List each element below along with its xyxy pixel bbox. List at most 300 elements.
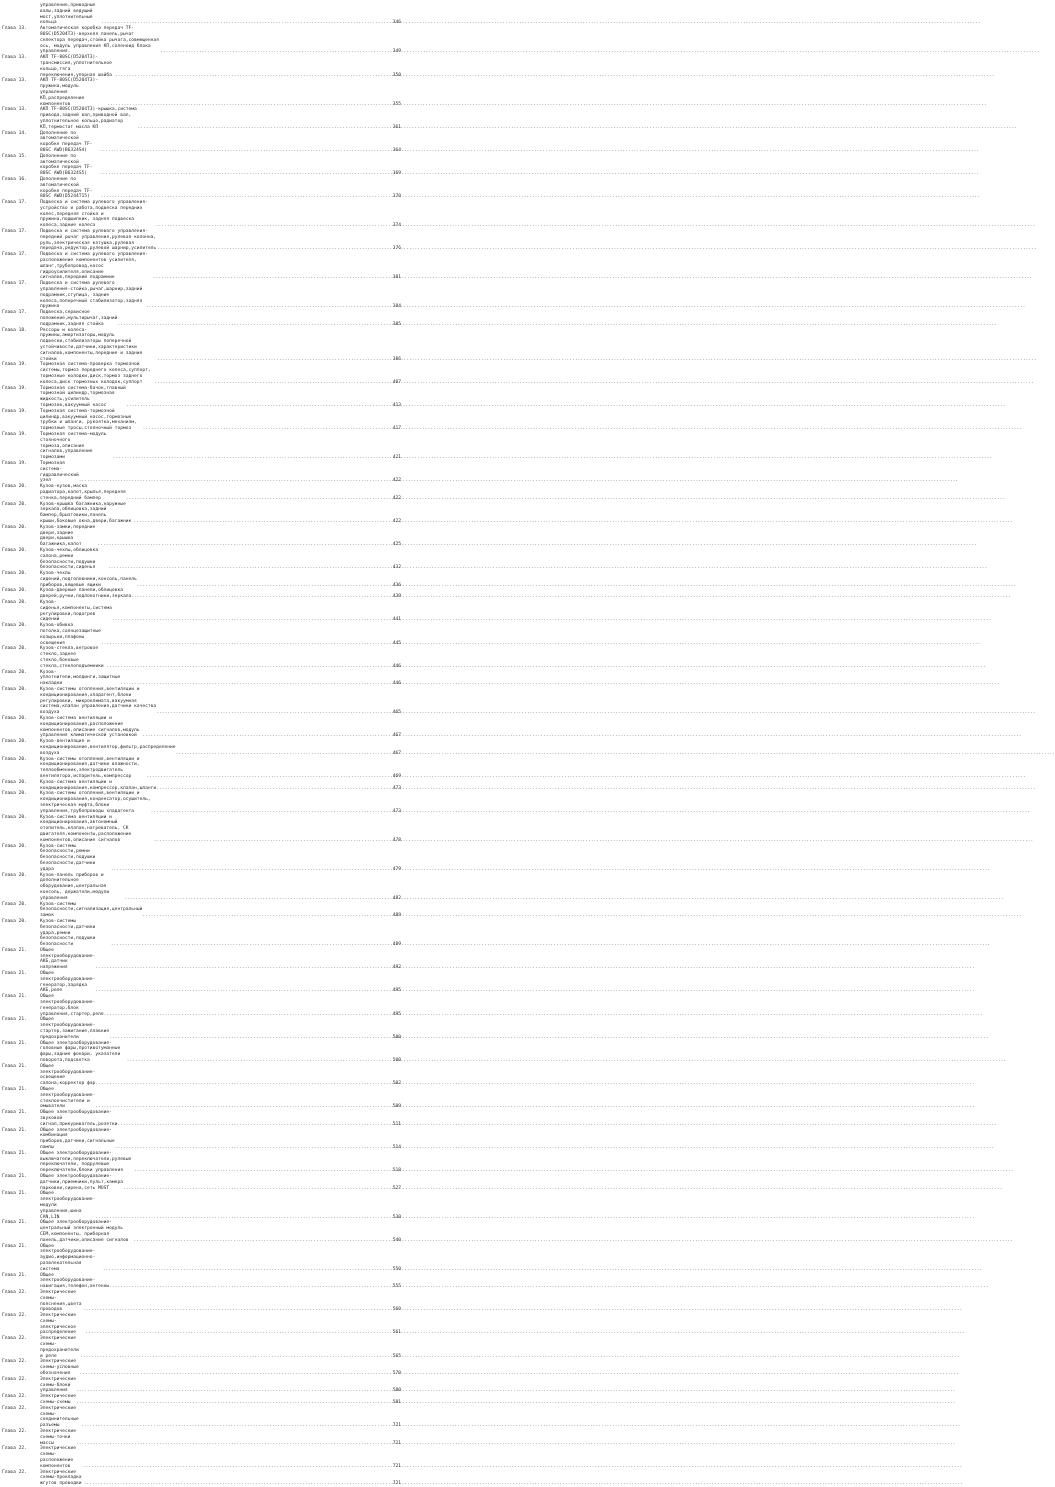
chapter-label: Глава 19. xyxy=(2,460,27,466)
entry-title: Электрические схемы-предохранители и реле xyxy=(40,1336,79,1359)
page-number: 446 xyxy=(392,663,401,669)
entry-title: Кузов-панель приборов и дополнительное оборудование,центральная консоль, держатели,модули управления xyxy=(40,872,110,901)
entry-body xyxy=(40,623,401,646)
entry-body xyxy=(40,716,401,739)
entry-body xyxy=(40,600,401,623)
entry-body xyxy=(40,1174,401,1191)
toc-entry[interactable] xyxy=(2,432,401,461)
page-number: 550 xyxy=(392,1266,401,1272)
page-number: 369 xyxy=(392,171,401,177)
entry-title: Подвеска и система рулевого управления-передний рычаг управления,рулевая колонна, руль,электрическая катушка,рулевая передача,редуктор,рулевой шарнир,усилитель xyxy=(40,229,157,252)
page-number: 446 xyxy=(392,681,401,687)
chapter-label: Глава 20. xyxy=(2,524,27,530)
toc-entry[interactable] xyxy=(2,26,401,55)
entry-title: Общее электрооборудование-выключатели,переключатели,рулевые переключатели, подрулевые переключатели,блоки управления xyxy=(40,1150,132,1174)
entry-body xyxy=(40,791,401,814)
entry-body xyxy=(40,1377,401,1394)
page-number: 425 xyxy=(392,542,401,548)
entry-title: Общее электрооборудование-стартер,зажигание,плавкие предохранители xyxy=(40,1017,110,1040)
toc-entry[interactable] xyxy=(2,1017,401,1040)
entry-title: Кузов-чехлы,облицовка салона,ремни безопасности,подушки безопасности,сиденья xyxy=(40,547,99,571)
entry-body xyxy=(40,571,401,588)
page-number: 495 xyxy=(392,1011,401,1017)
chapter-label: Глава 20. xyxy=(2,669,27,675)
chapter-label: Глава 21. xyxy=(2,1063,27,1069)
page-number: 580 xyxy=(392,1388,401,1394)
entry-body xyxy=(40,971,401,994)
chapter-label: Глава 21. xyxy=(2,1173,27,1179)
chapter-label: Глава 22. xyxy=(2,1405,27,1411)
chapter-label: Глава 17. xyxy=(2,310,27,316)
toc-entry[interactable] xyxy=(2,386,401,409)
entry-body xyxy=(40,588,401,600)
toc-entry[interactable] xyxy=(2,1110,401,1127)
page-number: 721 xyxy=(392,1440,401,1446)
page-number: 386 xyxy=(392,356,401,362)
entry-body xyxy=(40,362,401,385)
chapter-label: Глава 21. xyxy=(2,994,27,1000)
toc-entry[interactable] xyxy=(2,1313,401,1336)
chapter-label: Глава 22. xyxy=(2,1446,27,1452)
page-number: 492 xyxy=(392,965,401,971)
entry-body xyxy=(40,328,401,363)
page-number: 479 xyxy=(392,866,401,872)
chapter-label: Глава 22. xyxy=(2,1359,27,1365)
page-number: 721 xyxy=(392,1423,401,1429)
page-number: 370 xyxy=(392,194,401,200)
page-number: 384 xyxy=(392,304,401,310)
toc-entry[interactable] xyxy=(2,1273,401,1290)
page-number: 530 xyxy=(392,1214,401,1220)
page-number: 417 xyxy=(392,426,401,432)
toc-entry[interactable] xyxy=(2,502,401,525)
chapter-label: Глава 21. xyxy=(2,1243,27,1249)
page-number: 361 xyxy=(392,124,401,130)
page-number: 570 xyxy=(392,1371,401,1377)
entry-body xyxy=(40,670,401,687)
page-number: 376 xyxy=(392,246,401,252)
entry-title: АКП TF-80SC(D5204T3)-трансмиссия,уплотнительное кольцо,тяга переключения,упорная шайба xyxy=(40,55,112,78)
entry-body xyxy=(40,252,401,281)
entry-body xyxy=(40,815,401,844)
chapter-label: Глава 14. xyxy=(2,130,27,136)
entry-title: Кузов-кузов,маска радиатора,капот,крылья,передняя стенка,передний бампер xyxy=(40,484,126,501)
page-number: 581 xyxy=(392,1400,401,1406)
entry-title: Рессоры и колеса-пружины,амортизаторы,модуль подвески,стабилизаторы поперечной устойчивости,датчики,характеристики сигналов,компоненты,передние и задние стойки xyxy=(40,327,143,362)
toc-entry[interactable] xyxy=(2,131,401,154)
page-number: 518 xyxy=(392,1168,401,1174)
entry-body xyxy=(40,484,401,501)
entry-body xyxy=(40,1406,401,1429)
toc-entry[interactable] xyxy=(2,1191,401,1220)
toc-entry[interactable] xyxy=(2,1064,401,1087)
toc-entry[interactable] xyxy=(2,1174,401,1191)
chapter-label: Глава 22. xyxy=(2,1469,27,1475)
toc-entry[interactable] xyxy=(2,902,401,919)
toc-entry[interactable] xyxy=(2,281,401,310)
entry-title: Подвеска,сервисное положение,мультирычаг,задний подрамник,задняя стойка xyxy=(40,310,118,327)
toc-entry[interactable] xyxy=(2,971,401,994)
toc-entry[interactable] xyxy=(2,716,401,739)
page-number: 473 xyxy=(392,785,401,791)
chapter-label: Глава 20. xyxy=(2,716,27,722)
entry-body xyxy=(40,1273,401,1290)
toc-entry[interactable] xyxy=(2,252,401,281)
page-number: 500 xyxy=(392,1034,401,1040)
entry-title: Кузов-вентиляция и кондиционирование,вентилятор,фильтр,распределение воздуха xyxy=(40,739,176,756)
entry-title: Дополнение по автоматической коробке передач TF-80SC AWD(B6324S4) xyxy=(40,130,93,153)
entry-title: Общее электрооборудование-модули управления,шина CAN,LIN xyxy=(40,1191,96,1220)
entry-title: Электрические схемы-пояснения,цвета проводов xyxy=(40,1289,82,1313)
entry-title: Электрические схемы-электрическое распределение xyxy=(40,1313,76,1336)
page-number: 495 xyxy=(392,988,401,994)
toc-entry[interactable] xyxy=(2,815,401,844)
page-number: 441 xyxy=(392,617,401,623)
toc-entry[interactable] xyxy=(2,409,401,432)
entry-title: Общее электрооборудование-генератор,зарядка АКБ,реле xyxy=(40,971,96,994)
entry-title: Общее электрооборудование-звуковой сигнал,прикуриватель,розетки xyxy=(40,1110,118,1127)
page-number: 511 xyxy=(392,1121,401,1127)
entry-title: Кузов-обивка потолка,солнцезащитные козырьки,плафоны освещения xyxy=(40,623,101,646)
chapter-label: Глава 20. xyxy=(2,623,27,629)
chapter-label: Глава 20. xyxy=(2,918,27,924)
entry-body xyxy=(40,461,401,484)
entry-title: Дополнение по автоматической коробке передач TF-80SC AWD(B6324S5) xyxy=(40,153,93,177)
toc-entry[interactable] xyxy=(2,107,401,130)
chapter-label: Глава 21. xyxy=(2,1040,27,1046)
toc-entry[interactable] xyxy=(2,1128,401,1151)
toc-entry[interactable] xyxy=(2,791,401,814)
entry-title: Подвеска и система рулевого управления-стойка,рычаг,шарнир,задний подрамник,ступица, задние колеса,поперечный стабилизатор,задняя пружина xyxy=(40,281,143,310)
page-number: 432 xyxy=(392,565,401,571)
chapter-label: Глава 13. xyxy=(2,55,27,61)
entry-title: Электрические схемы-соединительные разъемы xyxy=(40,1405,79,1429)
entry-body xyxy=(40,502,401,525)
entry-title: Общее электрооборудование-аудио,информационно-развлекательная система xyxy=(40,1243,96,1272)
page-number: 346 xyxy=(392,20,401,26)
chapter-label: Глава 17. xyxy=(2,229,27,235)
toc-entry[interactable] xyxy=(2,362,401,385)
entry-title: Общее электрооборудование-освещение салона,корректор фар xyxy=(40,1063,96,1087)
page-number: 489 xyxy=(392,942,401,948)
entry-title: Кузов-уплотнители,молдинги,защитные накладки xyxy=(40,669,121,687)
toc-entry[interactable] xyxy=(2,588,401,600)
entry-body xyxy=(40,1220,401,1243)
chapter-label: Глава 21. xyxy=(2,1272,27,1278)
page-number: 565 xyxy=(392,1353,401,1359)
chapter-label: Глава 21. xyxy=(2,1150,27,1156)
toc-entry[interactable] xyxy=(2,484,401,501)
chapter-label: Глава 22. xyxy=(2,1394,27,1400)
toc-entry[interactable] xyxy=(2,1290,401,1313)
chapter-label: Глава 20. xyxy=(2,756,27,762)
page-number: 555 xyxy=(392,1284,401,1290)
entry-body xyxy=(40,780,401,792)
chapter-label: Глава 17. xyxy=(2,200,27,206)
chapter-label: Глава 21. xyxy=(2,971,27,977)
entry-body xyxy=(40,1110,401,1127)
entry-title: Общее электрооборудование-навигация,телефон,антенны xyxy=(40,1272,110,1290)
entry-body xyxy=(40,902,401,919)
toc-entry[interactable] xyxy=(2,1041,401,1064)
page-number: 482 xyxy=(392,895,401,901)
toc-entry[interactable] xyxy=(2,78,401,107)
entry-title: АКП TF-80SC(D5204T3)-пружина,модуль управления КП,распределение компонентов xyxy=(40,78,99,107)
toc-entry[interactable] xyxy=(2,1377,401,1394)
entry-body xyxy=(40,873,401,902)
toc-entry[interactable] xyxy=(2,623,401,646)
entry-body xyxy=(40,1064,401,1087)
toc-entry[interactable] xyxy=(2,873,401,902)
entry-title: Тормозная система-бачок,главный тормозной цилиндр,тормозная жидкость,усилитель тормозов,вакуумный насос xyxy=(40,385,126,408)
chapter-label: Глава 20. xyxy=(2,571,27,577)
entry-body xyxy=(40,1191,401,1220)
entry-title: Тормозная система-тормозной цилиндр,вакуумный насос,тормозные трубки и шланги, рукоятка,механизм, тормозные тросы,стояночный тормоз xyxy=(40,408,137,432)
entry-title: Автоматическая коробка передач TF-80SC(D5204T3)-верхняя панель,рычаг селектора передач,стойка рычага,совмещенная ось, модуль управления КП,соленоид блока управления. xyxy=(40,26,159,55)
entry-title: Кузов-системы безопасности,датчики удара,ремни безопасности,подушки безопасности xyxy=(40,918,96,948)
entry-body xyxy=(40,229,401,252)
chapter-label: Глава 20. xyxy=(2,843,27,849)
entry-title: Общее электрооборудование-стеклоочистители и омыватели xyxy=(40,1087,96,1110)
entry-body xyxy=(40,26,401,55)
toc-entry[interactable] xyxy=(2,1470,401,1487)
toc-entry[interactable] xyxy=(2,548,401,571)
chapter-label: Глава 20. xyxy=(2,791,27,797)
entry-body xyxy=(40,687,401,716)
entry-body xyxy=(40,1128,401,1151)
chapter-label: Глава 21. xyxy=(2,1017,27,1023)
chapter-label: Глава 17. xyxy=(2,252,27,258)
toc-entry[interactable] xyxy=(2,994,401,1017)
entry-body xyxy=(40,1336,401,1359)
chapter-label: Глава 22. xyxy=(2,1429,27,1435)
chapter-label: Глава 20. xyxy=(2,779,27,785)
toc-entry[interactable] xyxy=(2,1429,401,1446)
entry-title: Тормозная система-модуль стояночного тормоза,описание сигналов,управление тормозами xyxy=(40,431,107,461)
entry-title: Кузов-система вентиляции и кондиционирования,расположение компонентов,описание сигналов,модуль управления климатической установкой xyxy=(40,716,140,739)
page-number: 381 xyxy=(392,275,401,281)
chapter-label: Глава 20. xyxy=(2,872,27,878)
chapter-label: Глава 21. xyxy=(2,1087,27,1093)
entry-body xyxy=(40,1151,401,1174)
entry-body xyxy=(40,432,401,461)
toc-entry[interactable] xyxy=(2,919,401,948)
chapter-label: Глава 22. xyxy=(2,1376,27,1382)
chapter-label: Глава 20. xyxy=(2,588,27,594)
toc-entry[interactable] xyxy=(2,600,401,623)
entry-body xyxy=(40,386,401,409)
entry-title: Кузов-стекла,ветровое стекло,заднее стекло,боковые стекла,стеклоподъемники xyxy=(40,646,104,669)
page-number: 422 xyxy=(392,518,401,524)
toc-entry[interactable] xyxy=(2,1244,401,1273)
entry-body xyxy=(40,844,401,873)
page-number: 473 xyxy=(392,808,401,814)
entry-body xyxy=(40,1470,401,1487)
chapter-label: Глава 19. xyxy=(2,362,27,368)
chapter-label: Глава 20. xyxy=(2,901,27,907)
chapter-label: Глава 16. xyxy=(2,176,27,182)
entry-title: Кузов-крышка багажника,наружные зеркала,облицовка,задний бампер,брызговики,панель крыши,боковые окна,двери,багажник xyxy=(40,501,132,524)
entry-title: Электрические схемы-расположение компонентов xyxy=(40,1446,76,1469)
entry-title: Общее электрооборудование-головные фары,противотуманные фары,задние фонари, указатели поворота,подсветка xyxy=(40,1040,121,1064)
toc-entry[interactable] xyxy=(2,1359,401,1376)
toc-entry[interactable] xyxy=(2,948,401,971)
entry-body xyxy=(40,1244,401,1273)
entry-body xyxy=(40,548,401,571)
entry-body xyxy=(40,1087,401,1110)
toc-entry[interactable] xyxy=(2,1220,401,1243)
table-of-contents xyxy=(2,3,401,1487)
entry-body xyxy=(40,757,401,780)
entry-title: Подвеска и система рулевого управления-расположение компонентов усилителя, шланг,трубопровод,насос гидроусилителя,описание сигналов,передний подрамник xyxy=(40,252,148,281)
page-number: 355 xyxy=(392,101,401,107)
entry-body xyxy=(40,994,401,1017)
chapter-label: Глава 15. xyxy=(2,153,27,159)
entry-title: Кузов-системы безопасности,ремни безопасности,подушки безопасности,датчики удара xyxy=(40,843,96,872)
entry-title: управление,приводные валы,задний ведущий мост,уплотнительные кольца xyxy=(40,3,96,26)
page-number: 422 xyxy=(392,478,401,484)
chapter-label: Глава 22. xyxy=(2,1336,27,1342)
entry-body xyxy=(40,55,401,78)
chapter-label: Глава 20. xyxy=(2,646,27,652)
chapter-label: Глава 21. xyxy=(2,1127,27,1133)
page-number: 364 xyxy=(392,147,401,153)
toc-entry[interactable] xyxy=(2,844,401,873)
entry-body xyxy=(40,200,401,229)
entry-title: Кузов-системы отопления,вентиляции и кондиционирования,конденсатор,осушитель, электрическая муфта,блоки управления,трубопроводы хладагента xyxy=(40,791,151,814)
entry-body xyxy=(40,1429,401,1446)
chapter-label: Глава 17. xyxy=(2,281,27,287)
page-number: 407 xyxy=(392,379,401,385)
toc-entry[interactable] xyxy=(2,780,401,792)
entry-title: Кузов-система вентиляции и кондиционирования,компрессор,клапан,шланги xyxy=(40,779,157,791)
page-number: 350 xyxy=(392,72,401,78)
entry-title: Кузов-чехлы сидений,подголовники,консоль,панель приборов,вещевые ящики xyxy=(40,571,137,588)
entry-body xyxy=(40,154,401,177)
toc-entry[interactable] xyxy=(2,200,401,229)
toc-entry[interactable] xyxy=(2,1336,401,1359)
chapter-label: Глава 20. xyxy=(2,814,27,820)
entry-body xyxy=(40,3,401,26)
page-number: 500 xyxy=(392,1058,401,1064)
entry-body xyxy=(40,1394,401,1406)
toc-entry[interactable] xyxy=(2,646,401,669)
chapter-label: Глава 21. xyxy=(2,947,27,953)
page-number: 489 xyxy=(392,913,401,919)
toc-entry[interactable] xyxy=(2,757,401,780)
toc-entry[interactable] xyxy=(2,3,401,26)
page-number: 527 xyxy=(392,1185,401,1191)
entry-body xyxy=(40,646,401,669)
entry-body xyxy=(40,1359,401,1376)
page-number: 465 xyxy=(392,710,401,716)
entry-title: Кузов-системы отопления,вентиляции и кондиционирования,хладагент,блоки регулировки, микроклимата,вакуумная система,клапан управления,датчики качества воздуха xyxy=(40,687,157,716)
entry-body xyxy=(40,948,401,971)
chapter-label: Глава 13. xyxy=(2,26,27,32)
toc-entry[interactable] xyxy=(2,154,401,177)
toc-entry[interactable] xyxy=(2,310,401,327)
entry-body xyxy=(40,1041,401,1064)
page-number: 514 xyxy=(392,1144,401,1150)
entry-title: Подвеска и система рулевого управления-устройство и работа,подвеска передних колес,передняя стойка и пружина,подшипник, задняя подвеска колеса,задние колеса xyxy=(40,200,148,229)
page-number: 478 xyxy=(392,837,401,843)
toc-entry[interactable] xyxy=(2,670,401,687)
page-number: 445 xyxy=(392,640,401,646)
chapter-label: Глава 21. xyxy=(2,1220,27,1226)
dot-leader xyxy=(84,1481,392,1487)
toc-entry[interactable] xyxy=(2,229,401,252)
entry-body xyxy=(40,281,401,310)
entry-title: Тормозная система-гидравлический узел xyxy=(40,460,79,484)
entry-title: Общее электрооборудование-центральный электронный модуль CEM,компоненты, приборная панель,датчики,описание сигналов xyxy=(40,1220,129,1243)
chapter-label: Глава 20. xyxy=(2,739,27,745)
page-number: 561 xyxy=(392,1330,401,1336)
chapter-label: Глава 20. xyxy=(2,687,27,693)
toc-entry[interactable] xyxy=(2,461,401,484)
chapter-label: Глава 21. xyxy=(2,1110,27,1116)
toc-entry[interactable] xyxy=(2,739,401,756)
chapter-label: Глава 19. xyxy=(2,385,27,391)
entry-title: Электрические схемы-точки массы xyxy=(40,1429,76,1446)
page-number: 422 xyxy=(392,495,401,501)
entry-title: Электрические схемы-блоки управления xyxy=(40,1376,76,1394)
page-number: 385 xyxy=(392,321,401,327)
chapter-label: Глава 13. xyxy=(2,78,27,84)
chapter-label: Глава 18. xyxy=(2,327,27,333)
toc-entry[interactable] xyxy=(2,525,401,548)
toc-entry[interactable] xyxy=(2,1406,401,1429)
entry-body xyxy=(40,177,401,200)
toc-entry[interactable] xyxy=(2,1446,401,1469)
entry-body xyxy=(40,1017,401,1040)
page-number: 540 xyxy=(392,1237,401,1243)
entry-body xyxy=(40,1446,401,1469)
entry-title: Электрические схемы-условные обозначения xyxy=(40,1359,79,1377)
page-number: 439 xyxy=(392,594,401,600)
entry-title: Кузов-дверные панели,облицовка дверей,ручки,подлокотники,зеркала xyxy=(40,588,132,600)
entry-body xyxy=(40,1290,401,1313)
entry-title: Дополнение по автоматической коробке передач TF-80SC AWD(D5244T15) xyxy=(40,176,93,200)
chapter-label: Глава 19. xyxy=(2,408,27,414)
page-number: 467 xyxy=(392,750,401,756)
toc-entry[interactable] xyxy=(2,571,401,588)
toc-entry[interactable] xyxy=(2,1151,401,1174)
toc-entry[interactable] xyxy=(2,1394,401,1406)
entry-title: Тормозная система-проверка тормозной системы,тормоз переднего колеса,суппорт, тормозные колодки,диск,тормоз заднего колеса,диск тормозных колодок,суппорт xyxy=(40,362,151,385)
page-number: 560 xyxy=(392,1307,401,1313)
page-number: 421 xyxy=(392,455,401,461)
entry-title: Кузов-системы безопасности,сигнализация,центральный замок xyxy=(40,901,143,919)
page-number: 721 xyxy=(392,1481,401,1487)
chapter-label: Глава 22. xyxy=(2,1313,27,1319)
toc-entry[interactable] xyxy=(2,328,401,363)
entry-title: Кузов-замки,передние двери,задние двери,крышка багажника,капот xyxy=(40,524,96,548)
page-number: 502 xyxy=(392,1081,401,1087)
toc-entry[interactable] xyxy=(2,1087,401,1110)
chapter-label: Глава 20. xyxy=(2,600,27,606)
chapter-label: Глава 21. xyxy=(2,1191,27,1197)
entry-title: Электрические схемы-схемы xyxy=(40,1394,76,1406)
entry-title: Общее электрооборудование-комбинация приборов,датчики,сигнальные лампы xyxy=(40,1127,115,1150)
toc-entry[interactable] xyxy=(2,55,401,78)
entry-title: Электрические схемы-прокладка жгутов проводки xyxy=(40,1469,82,1487)
page-number: 467 xyxy=(392,733,401,739)
chapter-label: Глава 20. xyxy=(2,547,27,553)
toc-entry[interactable] xyxy=(2,177,401,200)
entry-title: Кузов-сиденья,компоненты,система регулировки,подогрев сидений xyxy=(40,600,112,623)
toc-entry[interactable] xyxy=(2,687,401,716)
entry-body xyxy=(40,919,401,948)
